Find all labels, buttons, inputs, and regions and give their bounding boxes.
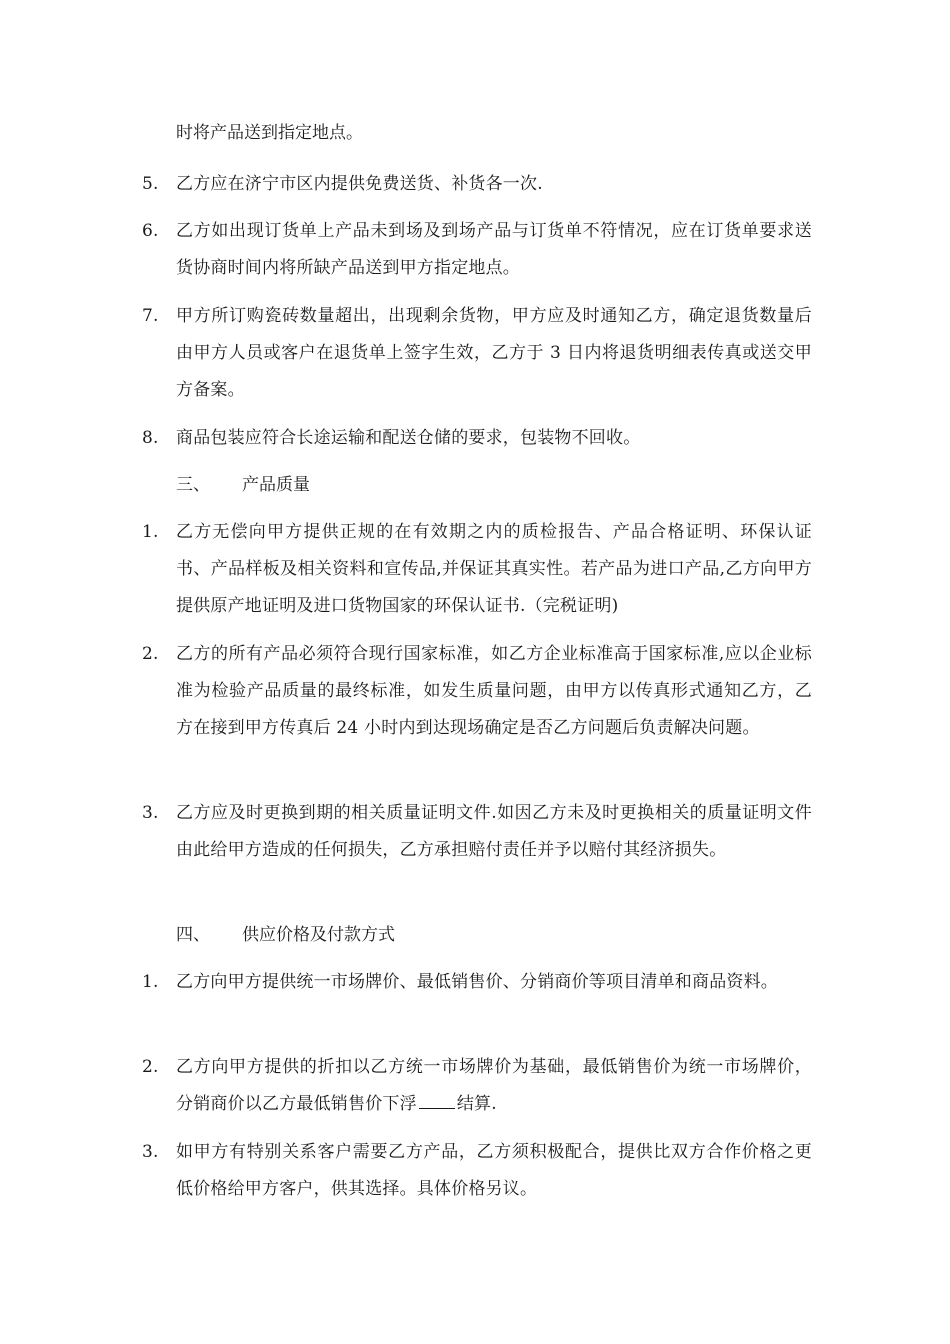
list-item (142, 1134, 812, 1208)
item-text (142, 1049, 812, 1123)
item-text: 甲方所订购瓷砖数量超出，出现剩余货物，甲方应及时通知乙方，确定退货数量后由甲方人员或客户在退货单上签字生效，乙方于 3 日内将退货明细表传真或送交甲方备案。 (176, 306, 812, 400)
item-number: 6. (142, 221, 159, 241)
item-text: 如甲方有特别关系客户需要乙方产品，乙方须积极配合，提供比双方合作价格之更低价格给甲方客户，供其选择。具体价格另议。 (176, 1142, 812, 1199)
item-text: 乙方如出现订货单上产品未到场及到场产品与订货单不符情况，应在订货单要求送货协商时间内将所缺产品送到甲方指定地点。 (176, 221, 812, 278)
item-text: 乙方应在济宁市区内提供免费送货、补货各一次. (176, 174, 543, 194)
list-item (142, 636, 812, 747)
item-number: 2. (142, 1057, 159, 1077)
item-text: 乙方应及时更换到期的相关质量证明文件.如因乙方未及时更换相关的质量证明文件由此给甲方造成的任何损失，乙方承担赔付责任并予以赔付其经济损失。 (176, 803, 812, 860)
item-text: 商品包装应符合长途运输和配送仓储的要求，包装物不回收。 (176, 428, 641, 448)
continuation-text: 时将产品送到指定地点。 (176, 123, 363, 143)
item-number: 5. (142, 174, 159, 194)
item-number: 7. (142, 306, 159, 326)
item-text-after: 结算. (456, 1094, 497, 1114)
section-heading (176, 467, 310, 504)
list-item (142, 795, 812, 869)
section-number: 三、 (176, 475, 210, 495)
item-number: 1. (142, 522, 159, 542)
list-item (142, 420, 812, 457)
item-text-before: 乙方向甲方提供的折扣以乙方统一市场牌价为基础，最低销售价为统一市场牌价，分销商价以乙方最低销售价下浮 (176, 1057, 812, 1114)
item-number: 3. (142, 803, 159, 823)
item-number: 8. (142, 428, 159, 448)
item-number: 2. (142, 644, 159, 664)
list-item (142, 166, 812, 203)
list-item (142, 514, 812, 625)
list-item (142, 213, 812, 287)
section-heading (176, 917, 395, 954)
list-item (142, 964, 812, 1001)
list-item (142, 298, 812, 409)
list-item (142, 1049, 812, 1123)
item-text: 乙方向甲方提供统一市场牌价、最低销售价、分销商价等项目清单和商品资料。 (176, 972, 778, 992)
item-text: 乙方无偿向甲方提供正规的在有效期之内的质检报告、产品合格证明、环保认证书、产品样板及相关资料和宣传品,并保证其真实性。若产品为进口产品,乙方向甲方提供原产地证明及进口货物国家的环保认证书.（完税证明) (176, 522, 812, 616)
section-title: 产品质量 (242, 475, 310, 495)
fill-in-blank (419, 1090, 455, 1109)
item-number: 1. (142, 972, 159, 992)
item-number: 3. (142, 1142, 159, 1162)
item-text: 乙方的所有产品必须符合现行国家标准，如乙方企业标准高于国家标准,应以企业标准为检验产品质量的最终标准，如发生质量问题，由甲方以传真形式通知乙方，乙方在接到甲方传真后 24 小时内到达现场确定是否乙方问题后负责解决问题。 (176, 644, 812, 738)
section-number: 四、 (176, 925, 210, 945)
section-title: 供应价格及付款方式 (242, 925, 395, 945)
